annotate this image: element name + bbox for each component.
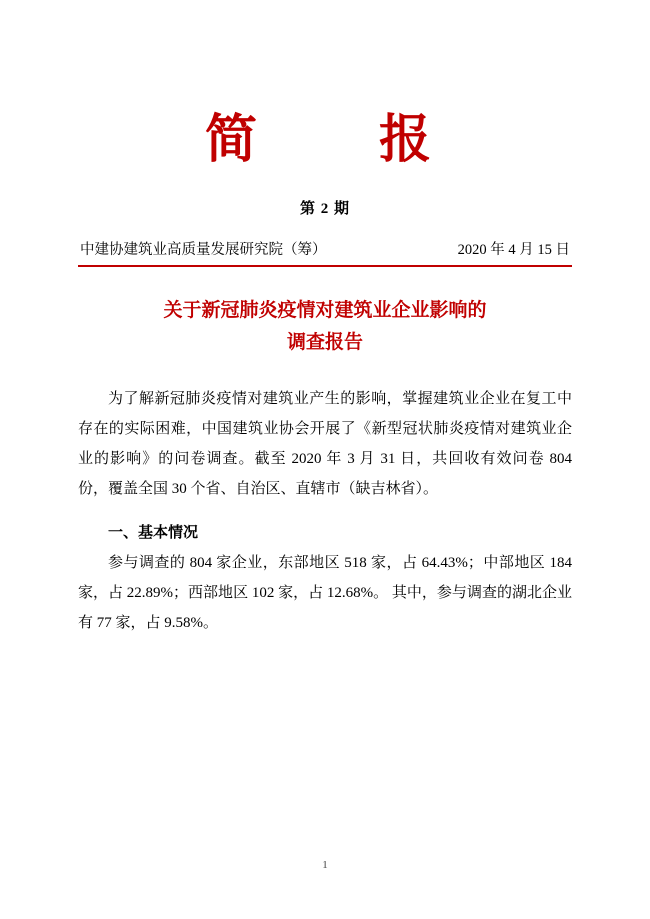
intro-paragraph: 为了解新冠肺炎疫情对建筑业产生的影响，掌握建筑业企业在复工中存在的实际困难，中国建筑业协会开展了《新型冠状肺炎疫情对建筑业企业的影响》的问卷调查。截至 2020 年 3 月 31 日，共回收有效问卷 804 份，覆盖全国 30 个省、自治区、直辖市（缺吉林省）。	[78, 390, 572, 497]
intro-paragraph-block	[78, 384, 572, 504]
byline	[78, 238, 572, 259]
header-divider	[78, 265, 572, 267]
section1-paragraph: 参与调查的 804 家企业，东部地区 518 家，占 64.43%；中部地区 184 家，占 22.89%；西部地区 102 家，占 12.68%。 其中，参与调查的湖北企业有 77 家，占 9.58%。	[78, 554, 572, 631]
page-number: 1	[322, 859, 328, 871]
page-title	[78, 295, 572, 360]
issue-label: 第 2 期	[299, 201, 350, 218]
byline-organization: 中建协建筑业高质量发展研究院（筹）	[80, 242, 327, 259]
section-heading-basic-situation: 一、基本情况	[108, 524, 199, 541]
page-title-line-1: 关于新冠肺炎疫情对建筑业企业影响的	[163, 300, 487, 322]
masthead-title: 简 报	[204, 112, 445, 169]
byline-date: 2020 年 4 月 15 日	[457, 242, 570, 259]
section1-paragraph-block	[78, 548, 572, 638]
page-title-line-2: 调查报告	[286, 332, 363, 354]
